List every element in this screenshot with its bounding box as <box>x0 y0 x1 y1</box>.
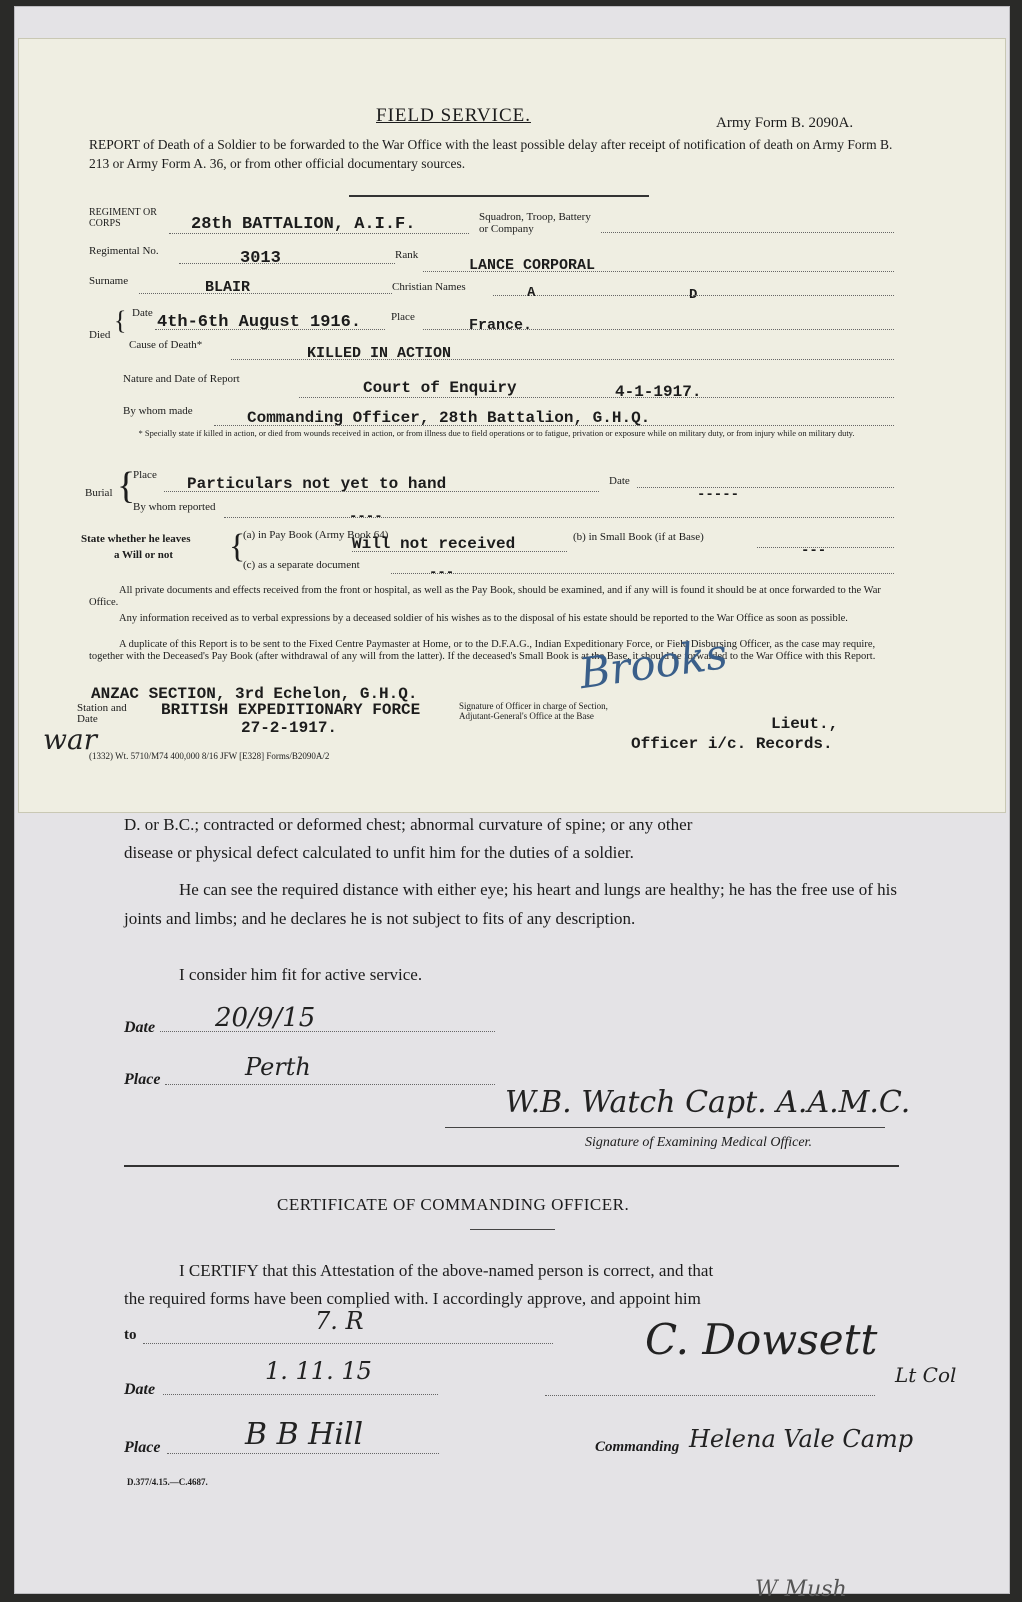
burial-place-value: Particulars not yet to hand <box>187 475 447 493</box>
died-place-value: France. <box>469 317 533 334</box>
station-value-2: BRITISH EXPEDITIONARY FORCE <box>161 701 421 719</box>
burial-label: Burial <box>85 487 113 499</box>
nature-label: Nature and Date of Report <box>123 373 240 385</box>
footnote: * Specially state if killed in action, or died from wounds received in action, or from illness due to field operations or to fatigue, privation or exposure while on military duty, or from injury while on military duty. <box>138 428 855 438</box>
commanding-label: Commanding <box>595 1439 680 1455</box>
station-value-1: ANZAC SECTION, 3rd Echelon, G.H.Q. <box>91 685 418 703</box>
station-date: 27-2-1917. <box>241 719 338 737</box>
medical-date-value: 20/9/15 <box>215 1003 316 1033</box>
will-c-value: --- <box>429 565 455 581</box>
burial-bywhom-value: ---- <box>349 509 383 525</box>
will-b-label: (b) in Small Book (if at Base) <box>573 531 704 543</box>
will-a-label: (a) in Pay Book (Army Book 64) <box>243 529 389 541</box>
medical-place-label: Place <box>124 1071 161 1088</box>
certificate-title: CERTIFICATE OF COMMANDING OFFICER. <box>277 1195 630 1214</box>
surname-value: BLAIR <box>205 279 251 296</box>
certificate-text-1: I CERTIFY that this Attestation of the above-named person is correct, and that <box>179 1261 714 1280</box>
christian-name-2: D <box>689 287 698 303</box>
instruction-1: All private documents and effects received from the front or hospital, as well as the Pay Book, should be examined, and if any will is found it should be at once forwarded to the War Office. <box>89 585 881 608</box>
form-number: Army Form B. 2090A. <box>716 115 854 131</box>
christian-name-1: A <box>527 285 536 301</box>
bywhom-label: By whom made <box>123 405 193 417</box>
signature-label: Signature of Officer in charge of Section, Adjutant-General's Office at the Base <box>459 701 608 721</box>
certificate-text-2: the required forms have been complied with. I accordingly approve, and appoint him <box>124 1289 701 1308</box>
cert-place-value: B B Hill <box>245 1417 364 1452</box>
instruction-3: A duplicate of this Report is to be sent to the Fixed Centre Paymaster at Home, or to the D.F.A.G., Indian Expeditionary Force, or Field Disbursing Officer, as the case may require, together with the Deceased's Pay Book (after withdrawal of any will from the latter). If the deceased's Small Book is at the Base, it should be forwarded to the War Office with this Report. <box>89 639 876 662</box>
will-a-value: Will not received <box>352 535 516 553</box>
commanding-value: Helena Vale Camp <box>689 1425 914 1453</box>
christian-names-label: Christian Names <box>392 281 466 293</box>
records-officer-signature: Brooks <box>576 628 731 699</box>
nature-value: Court of Enquiry <box>363 379 517 397</box>
will-b-value: --- <box>801 543 827 559</box>
died-date-value: 4th-6th August 1916. <box>157 313 362 332</box>
station-label: Station and Date <box>77 702 127 725</box>
burial-date-label: Date <box>609 475 630 487</box>
commanding-officer-signature: C. Dowsett <box>645 1315 878 1364</box>
regno-value: 3013 <box>240 249 281 268</box>
attestation-line-1: D. or B.C.; contracted or deformed chest; abnormal curvature of spine; or any other <box>124 815 693 834</box>
regiment-value: 28th BATTALION, A.I.F. <box>191 215 416 234</box>
signature-suffix: Lt Col <box>895 1363 957 1387</box>
death-report-form: FIELD SERVICE. Army Form B. 2090A. REPORT of Death of a Soldier to be forwarded to the War Office with the least possible delay after receipt of notification of death on Army Form B. 213 or Army Form A. 36, or from other official documentary sources. REGIMENT OR CORPS 28th BATTALION, A.I.F. Squadron, Troop, Battery or Company Regimental No. 3013 Rank LANCE CORPORAL Surname BLAIR Christian Names A D Died { Date 4th-6th August 1916. Place France. Cause of Death* KILLED IN ACTION Nature and Date of Report Court of Enquiry 4-1-1917. By whom made Commanding Officer, 28th Battalion, G.H.Q. * Specially state if killed in action, or died from wounds received in action, or from illness due to field operations or to fatigue, privation or exposure while on military duty, or from injury while on military duty. Burial { Place Particulars not yet to hand Date ----- By whom reported ---- State whether he leaves a Will or not { (a) in Pay Book (Army Book 64) Will not received (b) in Small Book (if at Base) --- (c) as a separate document --- All private documents and effects received from the front or hospital, as well as the Pay Book, should be examined, and if any will is found it should be at once forwarded to the War Office. Any information received as to verbal expressions by a deceased soldier of his wishes as to the disposal of his estate should be reported to the War Office as soon as possible. A duplicate of this Report is to be sent to the Fixed Centre Paymaster at Home, or to the D.F.A.G., Indian Expeditionary Force, or Field Disbursing Officer, as the case may require, together with the Deceased's Pay Book (after withdrawal of any will from the latter). If the deceased's Small Book is at the Base, it should be forwarded to the War Office with this Report. ANZAC SECTION, 3rd Echelon, G.H.Q. Station and Date BRITISH EXPEDITIONARY FORCE 27-2-1917. Signature of Officer in charge of Section, Adjutant-General's Office at the Base Brooks Lieut., Officer i/c. Records. war (1332) Wt. 5710/M74 400,000 8/16 JFW [E328] Forms/B2090A/2 <box>18 38 1006 813</box>
burial-bywhom-label: By whom reported <box>133 501 216 513</box>
cert-place-label: Place <box>124 1439 161 1456</box>
medical-place-value: Perth <box>245 1053 311 1081</box>
medical-officer-label: Signature of Examining Medical Officer. <box>585 1135 812 1150</box>
medical-officer-signature: W.B. Watch Capt. A.A.M.C. <box>505 1085 911 1120</box>
form-code: D.377/4.15.—C.4687. <box>127 1477 208 1487</box>
will-label-1: State whether he leaves <box>81 533 191 545</box>
will-label-2: a Will or not <box>114 549 173 561</box>
died-place-label: Place <box>391 311 415 323</box>
fit-statement: I consider him fit for active service. <box>179 965 423 984</box>
officer-title: Officer i/c. Records. <box>631 735 833 753</box>
cause-value: KILLED IN ACTION <box>307 345 452 362</box>
to-label: to <box>124 1327 137 1343</box>
medical-date-label: Date <box>124 1019 156 1036</box>
will-c-label: (c) as a separate document <box>243 559 360 571</box>
bywhom-value: Commanding Officer, 28th Battalion, G.H.Q. <box>247 409 651 427</box>
burial-place-label: Place <box>133 469 157 481</box>
died-label: Died <box>89 329 111 341</box>
burial-date-value: ----- <box>697 487 740 503</box>
margin-note: war <box>43 723 98 756</box>
attestation-line-2: disease or physical defect calculated to unfit him for the duties of a soldier. <box>124 843 634 862</box>
attestation-paragraph: He can see the required distance with either eye; his heart and lungs are healthy; he has the free use of his joints and limbs; and he declares he is not subject to fits of any description. <box>124 880 897 928</box>
rank-value: LANCE CORPORAL <box>469 257 596 274</box>
died-date-label: Date <box>132 307 153 319</box>
to-value: 7. R <box>315 1307 364 1335</box>
lieut: Lieut., <box>771 715 839 733</box>
divider <box>124 1165 899 1167</box>
regiment-label: REGIMENT OR CORPS <box>89 207 157 229</box>
form-intro: REPORT of Death of a Soldier to be forwarded to the War Office with the least possible delay after receipt of notification of death on Army Form B. 213 or Army Form A. 36, or from other official documentary sources. <box>89 137 893 171</box>
cert-date-value: 1. 11. 15 <box>265 1357 372 1385</box>
nature-date: 4-1-1917. <box>615 383 702 401</box>
instruction-2: Any information received as to verbal expressions by a deceased soldier of his wishes as to the disposal of his estate should be reported to the War Office as soon as possible. <box>119 613 848 624</box>
surname-label: Surname <box>89 275 129 287</box>
squadron-label: Squadron, Troop, Battery or Company <box>479 211 591 235</box>
form-title: FIELD SERVICE. <box>376 105 531 126</box>
cert-date-label: Date <box>124 1381 156 1398</box>
bottom-scrawl: W Mush <box>755 1577 847 1602</box>
rank-label: Rank <box>395 249 419 261</box>
cause-label: Cause of Death* <box>129 339 203 351</box>
regno-label: Regimental No. <box>89 245 159 257</box>
printer-imprint: (1332) Wt. 5710/M74 400,000 8/16 JFW [E328] Forms/B2090A/2 <box>89 751 330 761</box>
